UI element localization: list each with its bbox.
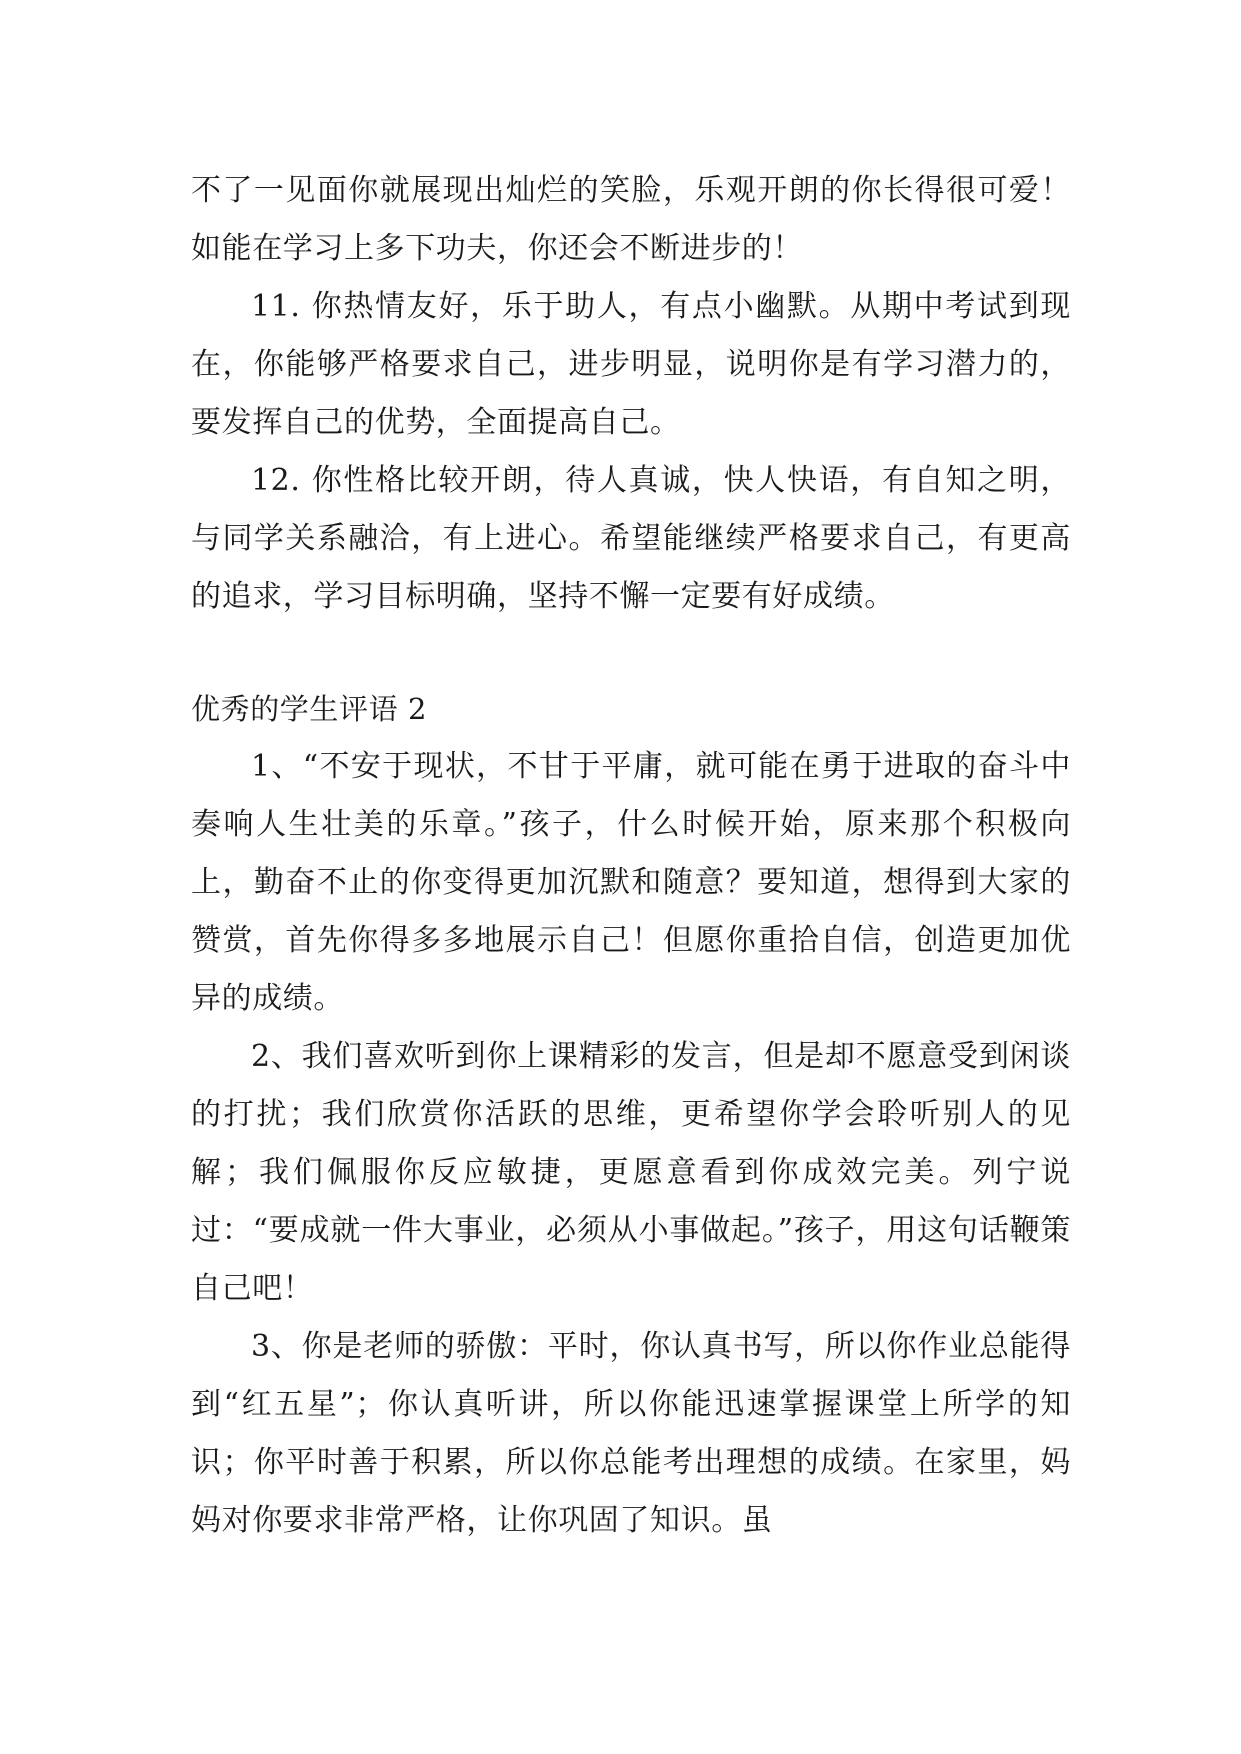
paragraph-continuation: 不了一见面你就展现出灿烂的笑脸，乐观开朗的你长得很可爱！如能在学习上多下功夫，你还会不断进步的！ — [191, 173, 1071, 266]
paragraph-comment-12: 12. 你性格比较开朗，待人真诚，快人快语，有自知之明，与同学关系融洽，有上进心。希望能继续严格要求自己，有更高的追求，学习目标明确，坚持不懈一定要有好成绩。 — [191, 463, 1071, 614]
paragraph-comment-11: 11. 你热情友好，乐于助人，有点小幽默。从期中考试到现在，你能够严格要求自己，进步明显，说明你是有学习潜力的，要发挥自己的优势，全面提高自己。 — [191, 289, 1071, 440]
paragraph-comment-3: 3、你是老师的骄傲：平时，你认真书写，所以你作业总能得到“红五星”；你认真听讲，所以你能迅速掌握课堂上所学的知识；你平时善于积累，所以你总能考出理想的成绩。在家里，妈妈对你要求非常严格，让你巩固了知识。虽 — [191, 1329, 1071, 1538]
document-body — [191, 162, 1071, 1550]
paragraph-comment-1: 1、“不安于现状，不甘于平庸，就可能在勇于进取的奋斗中奏响人生壮美的乐章。”孩子，什么时候开始，原来那个积极向上，勤奋不止的你变得更加沉默和随意？要知道，想得到大家的赞赏，首先你得多多地展示自己！但愿你重拾自信，创造更加优异的成绩。 — [191, 749, 1071, 1016]
section-heading: 优秀的学生评语 2 — [191, 692, 428, 726]
paragraph-comment-2: 2、我们喜欢听到你上课精彩的发言，但是却不愿意受到闲谈的打扰；我们欣赏你活跃的思维，更希望你学会聆听别人的见解；我们佩服你反应敏捷，更愿意看到你成效完美。列宁说过：“要成就一件大事业，必须从小事做起。”孩子，用这句话鞭策自己吧！ — [191, 1039, 1071, 1306]
